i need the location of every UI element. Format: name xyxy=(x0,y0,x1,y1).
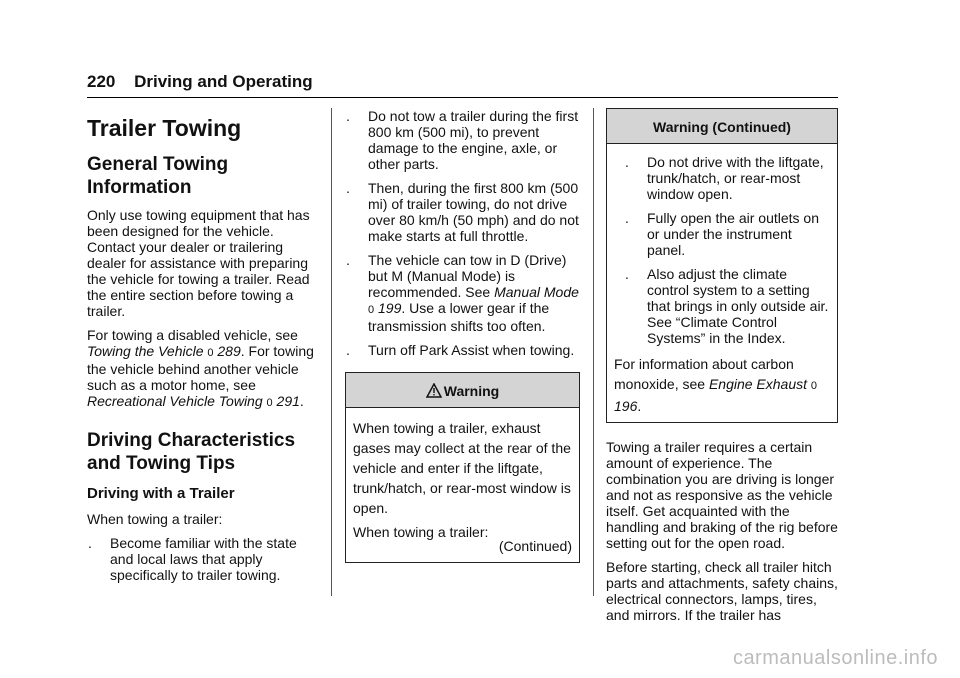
bullet-dot: . xyxy=(346,342,350,358)
bullet-dot: . xyxy=(346,180,350,196)
paragraph-when-towing: When towing a trailer: xyxy=(87,511,223,527)
page-header xyxy=(87,72,313,92)
subheading-general-line2: Information xyxy=(87,177,192,198)
header-rule xyxy=(87,97,838,98)
bullet-item: . Become familiar with the state and local laws that apply specifically to trailer towing. xyxy=(88,535,297,583)
bullet-dot: . xyxy=(625,266,629,282)
warning-title: Warning xyxy=(443,383,500,399)
page-ref-199[interactable]: 199 xyxy=(378,300,402,316)
page-ref-291[interactable]: 291 xyxy=(276,393,300,409)
paragraph-disabled-vehicle: For towing a disabled vehicle, see Towing the Vehicle 0 289. For towing the vehicle behind another vehicle such as a motor home, see Recreational Vehicle Towing 0 291. xyxy=(87,327,314,409)
bullet-dot: . xyxy=(346,252,350,268)
column-divider xyxy=(331,108,332,596)
bullet-item: . Fully open the air outlets on or under the instrument panel. xyxy=(625,210,819,258)
warning-box xyxy=(345,372,580,563)
paragraph-experience: Towing a trailer requires a certain amount of experience. The combination you are driving is longer and not as responsive as the vehicle itself. Get acquainted with the handling and braking of the rig before setting out for the open road. xyxy=(606,439,838,551)
subheading-driving-line2: and Towing Tips xyxy=(87,453,236,474)
warning-text: When towing a trailer, exhaust gases may collect at the rear of the vehicle and enter if the liftgate, trunk/hatch, or rear-most window is open. xyxy=(353,420,571,516)
section-title: Driving and Operating xyxy=(134,72,313,91)
page-ref-icon: 0 xyxy=(368,304,375,316)
watermark: carmanualsonline.info xyxy=(732,647,938,669)
warning-body xyxy=(607,144,837,422)
bullet-dot: . xyxy=(625,210,629,226)
column-1 xyxy=(87,108,319,591)
paragraph-equipment: Only use towing equipment that has been designed for the vehicle. Contact your dealer or trailering dealer for assistance with preparing the vehicle for towing a trailer. Read the entire section before towing a trailer. xyxy=(87,207,310,319)
link-towing-the-vehicle[interactable]: Towing the Vehicle xyxy=(87,343,204,359)
subheading-driving-line1: Driving Characteristics xyxy=(87,430,296,451)
page-ref-icon: 0 xyxy=(207,347,214,359)
link-engine-exhaust[interactable]: Engine Exhaust xyxy=(708,376,808,392)
link-recreational-vehicle-towing[interactable]: Recreational Vehicle Towing xyxy=(87,393,263,409)
page-ref-196[interactable]: 196 xyxy=(614,398,638,414)
warning-box-bottom-rule xyxy=(606,422,838,423)
warning-box-continued xyxy=(606,108,838,422)
bullet-item: . Also adjust the climate control system to a setting that brings in only outside air. See “Climate Control Systems” in the Index. xyxy=(625,266,829,346)
warning-text-when-towing: When towing a trailer: xyxy=(353,524,489,540)
paragraph-before-starting: Before starting, check all trailer hitch parts and attachments, safety chains, electrical connectors, lamps, tires, and mirrors. If the trailer has xyxy=(606,559,838,623)
bullet-item: . Then, during the first 800 km (500 mi) of trailer towing, do not drive over 80 km/h (50 mph) and do not make starts at full throttle. xyxy=(346,180,579,244)
bullet-dot: . xyxy=(625,154,629,170)
bullet-dot: . xyxy=(88,535,92,551)
warning-triangle-icon xyxy=(426,383,442,398)
warning-body xyxy=(346,408,579,562)
bullet-item: . The vehicle can tow in D (Drive) but M (Manual Mode) is recommended. See Manual Mode 0 199. Use a lower gear if the transmission shifts too often. xyxy=(346,252,579,334)
page-ref-icon: 0 xyxy=(266,397,273,409)
link-manual-mode[interactable]: Manual Mode xyxy=(494,284,579,300)
column-divider xyxy=(593,108,594,596)
column-2 xyxy=(345,108,580,563)
page-ref-289[interactable]: 289 xyxy=(217,343,241,359)
column-3 xyxy=(606,108,838,631)
bullet-dot: . xyxy=(346,108,350,124)
bullet-item: . Do not tow a trailer during the first 800 km (500 mi), to prevent damage to the engine, axle, or other parts. xyxy=(346,108,579,172)
subheading-driving-with-trailer: Driving with a Trailer xyxy=(87,485,235,502)
paragraph-carbon-monoxide: For information about carbon monoxide, see Engine Exhaust 0 196. xyxy=(614,356,818,414)
warning-header: Warning (Continued) xyxy=(607,109,837,144)
warning-header xyxy=(346,373,579,408)
bullet-item: . Do not drive with the liftgate, trunk/hatch, or rear-most window open. xyxy=(625,154,824,202)
main-heading: Trailer Towing xyxy=(87,115,242,141)
page-number: 220 xyxy=(87,72,116,91)
page-ref-icon: 0 xyxy=(810,380,818,392)
bullet-item: . Turn off Park Assist when towing. xyxy=(346,342,575,358)
subheading-general-line1: General Towing xyxy=(87,154,229,175)
continued-label: (Continued) xyxy=(498,538,572,554)
